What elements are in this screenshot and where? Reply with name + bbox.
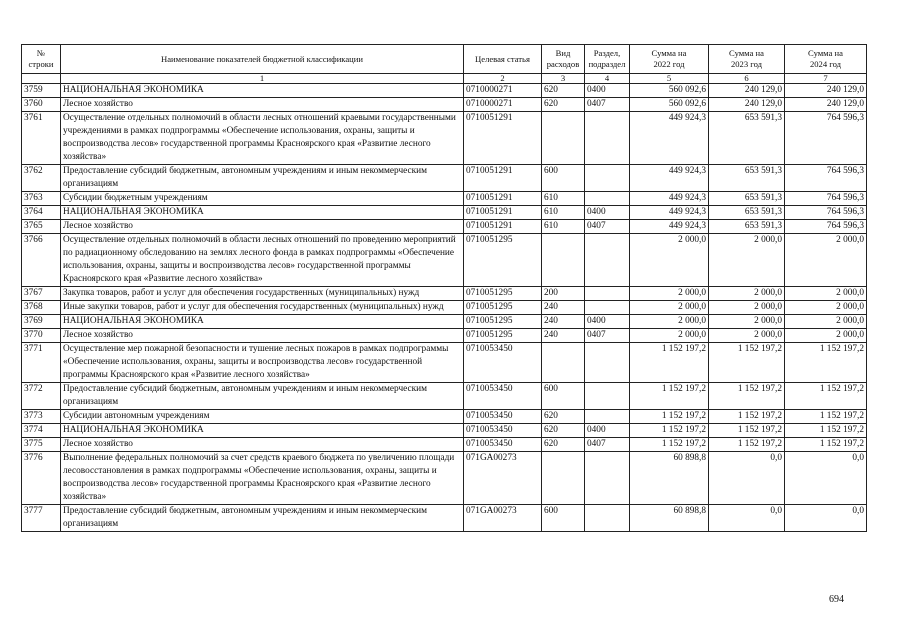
indicator-name-cell: Выполнение федеральных полномочий за счет средств краевого бюджета по увеличению площади лесовосстановления в рамках подпрограммы «Обеспечение использования, охраны, защиты и воспроизводства лесов» государственной программы Красноярского края «Развитие лесного хозяйства»	[61, 452, 464, 505]
table-row	[22, 301, 867, 315]
sum-2023-cell: 2 000,0	[709, 301, 785, 315]
sum-2024-cell: 764 596,3	[785, 220, 867, 234]
target-article-cell: 0710051291	[464, 192, 542, 206]
indicator-name-cell: НАЦИОНАЛЬНАЯ ЭКОНОМИКА	[61, 424, 464, 438]
sum-2023-cell: 653 591,3	[709, 192, 785, 206]
row-number-cell: 3772	[22, 383, 61, 410]
sum-2024-cell: 1 152 197,2	[785, 424, 867, 438]
header-row-number: № строки	[22, 45, 61, 74]
section-cell	[585, 165, 630, 192]
target-article-cell: 0710051295	[464, 329, 542, 343]
table-row	[22, 424, 867, 438]
column-number-row	[22, 74, 867, 84]
sum-2024-cell: 1 152 197,2	[785, 438, 867, 452]
table-row	[22, 452, 867, 505]
column-number: 3	[542, 74, 585, 84]
table-row	[22, 343, 867, 383]
target-article-cell: 0710051291	[464, 165, 542, 192]
expense-type-cell: 600	[542, 165, 585, 192]
header-target-article: Целевая статья	[464, 45, 542, 74]
indicator-name-cell: Осуществление мер пожарной безопасности и тушение лесных пожаров в рамках подпрограммы «Обеспечение использования, охраны, защиты и воспроизводства лесов» государственной программы Красноярского края «Развитие лесного хозяйства»	[61, 343, 464, 383]
expense-type-cell: 200	[542, 287, 585, 301]
table-row	[22, 438, 867, 452]
section-cell	[585, 301, 630, 315]
column-number: 7	[785, 74, 867, 84]
expense-type-cell: 620	[542, 98, 585, 112]
table-row	[22, 192, 867, 206]
expense-type-cell	[542, 343, 585, 383]
table-row	[22, 329, 867, 343]
sum-2023-cell: 240 129,0	[709, 84, 785, 98]
row-number-cell: 3768	[22, 301, 61, 315]
section-cell: 0400	[585, 84, 630, 98]
sum-2022-cell: 2 000,0	[630, 329, 709, 343]
sum-2024-cell: 2 000,0	[785, 329, 867, 343]
table-row	[22, 383, 867, 410]
target-article-cell: 071GA00273	[464, 452, 542, 505]
expense-type-cell: 620	[542, 410, 585, 424]
sum-2022-cell: 449 924,3	[630, 165, 709, 192]
sum-2022-cell: 1 152 197,2	[630, 424, 709, 438]
row-number-cell: 3764	[22, 206, 61, 220]
sum-2023-cell: 1 152 197,2	[709, 438, 785, 452]
row-number-cell: 3773	[22, 410, 61, 424]
section-cell	[585, 505, 630, 532]
section-cell: 0407	[585, 438, 630, 452]
indicator-name-cell: Предоставление субсидий бюджетным, автономным учреждениям и иным некоммерческим организациям	[61, 383, 464, 410]
sum-2023-cell: 0,0	[709, 505, 785, 532]
row-number-cell: 3769	[22, 315, 61, 329]
sum-2024-cell: 2 000,0	[785, 315, 867, 329]
table-row	[22, 234, 867, 287]
row-number-cell: 3759	[22, 84, 61, 98]
indicator-name-cell: НАЦИОНАЛЬНАЯ ЭКОНОМИКА	[61, 315, 464, 329]
row-number-cell: 3767	[22, 287, 61, 301]
expense-type-cell: 620	[542, 424, 585, 438]
sum-2023-cell: 653 591,3	[709, 206, 785, 220]
expense-type-cell: 240	[542, 329, 585, 343]
budget-sheet	[21, 44, 867, 532]
row-number-cell: 3771	[22, 343, 61, 383]
table-row	[22, 98, 867, 112]
header-expense-type: Вид расходов	[542, 45, 585, 74]
indicator-name-cell: Лесное хозяйство	[61, 438, 464, 452]
sum-2024-cell: 0,0	[785, 505, 867, 532]
sum-2022-cell: 449 924,3	[630, 220, 709, 234]
column-number: 2	[464, 74, 542, 84]
target-article-cell: 0710053450	[464, 424, 542, 438]
sum-2023-cell: 2 000,0	[709, 329, 785, 343]
row-number-cell: 3763	[22, 192, 61, 206]
row-number-cell: 3761	[22, 112, 61, 165]
table-row	[22, 505, 867, 532]
sum-2023-cell: 0,0	[709, 452, 785, 505]
target-article-cell: 0710053450	[464, 410, 542, 424]
sum-2022-cell: 2 000,0	[630, 287, 709, 301]
expense-type-cell: 240	[542, 301, 585, 315]
indicator-name-cell: Лесное хозяйство	[61, 220, 464, 234]
indicator-name-cell: НАЦИОНАЛЬНАЯ ЭКОНОМИКА	[61, 84, 464, 98]
target-article-cell: 0710051291	[464, 206, 542, 220]
indicator-name-cell: Закупка товаров, работ и услуг для обеспечения государственных (муниципальных) нужд	[61, 287, 464, 301]
target-article-cell: 0710051291	[464, 112, 542, 165]
expense-type-cell: 620	[542, 438, 585, 452]
sum-2024-cell: 1 152 197,2	[785, 383, 867, 410]
sum-2024-cell: 240 129,0	[785, 98, 867, 112]
expense-type-cell: 620	[542, 84, 585, 98]
sum-2022-cell: 2 000,0	[630, 234, 709, 287]
sum-2022-cell: 2 000,0	[630, 301, 709, 315]
budget-table	[21, 44, 867, 532]
sum-2022-cell: 449 924,3	[630, 192, 709, 206]
section-cell	[585, 234, 630, 287]
page-number: 694	[829, 594, 844, 605]
sum-2022-cell: 560 092,6	[630, 84, 709, 98]
column-number: 4	[585, 74, 630, 84]
indicator-name-cell: Субсидии автономным учреждениям	[61, 410, 464, 424]
sum-2022-cell: 1 152 197,2	[630, 410, 709, 424]
header-sum-2023: Сумма на 2023 год	[709, 45, 785, 74]
sum-2023-cell: 1 152 197,2	[709, 410, 785, 424]
target-article-cell: 0710053450	[464, 343, 542, 383]
sum-2023-cell: 1 152 197,2	[709, 343, 785, 383]
expense-type-cell	[542, 452, 585, 505]
sum-2022-cell: 60 898,8	[630, 452, 709, 505]
table-row	[22, 287, 867, 301]
sum-2023-cell: 240 129,0	[709, 98, 785, 112]
row-number-cell: 3770	[22, 329, 61, 343]
section-cell	[585, 452, 630, 505]
table-row	[22, 220, 867, 234]
section-cell: 0407	[585, 329, 630, 343]
indicator-name-cell: Осуществление отдельных полномочий в области лесных отношений по проведению мероприятий по радиационному обследованию на землях лесного фонда в рамках подпрограммы «Обеспечение использования, охраны, защиты и воспроизводства лесов» государственной программы Красноярского края «Развитие лесного хозяйства»	[61, 234, 464, 287]
sum-2023-cell: 2 000,0	[709, 287, 785, 301]
row-number-cell: 3765	[22, 220, 61, 234]
sum-2024-cell: 0,0	[785, 452, 867, 505]
indicator-name-cell: Осуществление отдельных полномочий в области лесных отношений краевыми государственными учреждениями в рамках подпрограммы «Обеспечение использования, охраны, защиты и воспроизводства лесов» государственной программы Красноярского края «Развитие лесного хозяйства»	[61, 112, 464, 165]
header-sum-2022: Сумма на 2022 год	[630, 45, 709, 74]
column-number	[22, 74, 61, 84]
sum-2022-cell: 1 152 197,2	[630, 383, 709, 410]
sum-2023-cell: 2 000,0	[709, 234, 785, 287]
sum-2023-cell: 653 591,3	[709, 165, 785, 192]
section-cell: 0400	[585, 424, 630, 438]
sum-2022-cell: 449 924,3	[630, 206, 709, 220]
indicator-name-cell: Лесное хозяйство	[61, 329, 464, 343]
expense-type-cell: 240	[542, 315, 585, 329]
header-row	[22, 45, 867, 74]
table-row	[22, 315, 867, 329]
target-article-cell: 0710051295	[464, 315, 542, 329]
section-cell: 0400	[585, 315, 630, 329]
sum-2024-cell: 764 596,3	[785, 206, 867, 220]
section-cell: 0400	[585, 206, 630, 220]
row-number-cell: 3766	[22, 234, 61, 287]
target-article-cell: 0710051295	[464, 301, 542, 315]
sum-2024-cell: 240 129,0	[785, 84, 867, 98]
table-row	[22, 112, 867, 165]
section-cell	[585, 410, 630, 424]
sum-2023-cell: 2 000,0	[709, 315, 785, 329]
sum-2022-cell: 2 000,0	[630, 315, 709, 329]
indicator-name-cell: Лесное хозяйство	[61, 98, 464, 112]
indicator-name-cell: Иные закупки товаров, работ и услуг для обеспечения государственных (муниципальных) нужд	[61, 301, 464, 315]
expense-type-cell	[542, 234, 585, 287]
sum-2024-cell: 2 000,0	[785, 301, 867, 315]
indicator-name-cell: Предоставление субсидий бюджетным, автономным учреждениям и иным некоммерческим организациям	[61, 165, 464, 192]
sum-2023-cell: 1 152 197,2	[709, 424, 785, 438]
column-number: 1	[61, 74, 464, 84]
sum-2022-cell: 449 924,3	[630, 112, 709, 165]
sum-2024-cell: 1 152 197,2	[785, 343, 867, 383]
target-article-cell: 0710051291	[464, 220, 542, 234]
expense-type-cell: 600	[542, 383, 585, 410]
sum-2022-cell: 560 092,6	[630, 98, 709, 112]
expense-type-cell: 610	[542, 220, 585, 234]
indicator-name-cell: Предоставление субсидий бюджетным, автономным учреждениям и иным некоммерческим организациям	[61, 505, 464, 532]
section-cell: 0407	[585, 220, 630, 234]
target-article-cell: 0710000271	[464, 84, 542, 98]
indicator-name-cell: Субсидии бюджетным учреждениям	[61, 192, 464, 206]
section-cell	[585, 112, 630, 165]
header-sum-2024: Сумма на 2024 год	[785, 45, 867, 74]
sum-2024-cell: 764 596,3	[785, 192, 867, 206]
row-number-cell: 3760	[22, 98, 61, 112]
sum-2022-cell: 60 898,8	[630, 505, 709, 532]
sum-2024-cell: 2 000,0	[785, 287, 867, 301]
column-number: 5	[630, 74, 709, 84]
target-article-cell: 0710053450	[464, 438, 542, 452]
row-number-cell: 3775	[22, 438, 61, 452]
row-number-cell: 3774	[22, 424, 61, 438]
section-cell	[585, 192, 630, 206]
sum-2022-cell: 1 152 197,2	[630, 438, 709, 452]
expense-type-cell	[542, 112, 585, 165]
row-number-cell: 3777	[22, 505, 61, 532]
sum-2023-cell: 1 152 197,2	[709, 383, 785, 410]
table-row	[22, 206, 867, 220]
target-article-cell: 0710051295	[464, 234, 542, 287]
header-section: Раздел, подраздел	[585, 45, 630, 74]
expense-type-cell: 610	[542, 192, 585, 206]
section-cell	[585, 383, 630, 410]
sum-2023-cell: 653 591,3	[709, 220, 785, 234]
expense-type-cell: 600	[542, 505, 585, 532]
target-article-cell: 071GA00273	[464, 505, 542, 532]
sum-2022-cell: 1 152 197,2	[630, 343, 709, 383]
sum-2024-cell: 1 152 197,2	[785, 410, 867, 424]
header-indicator-name: Наименование показателей бюджетной классификации	[61, 45, 464, 74]
indicator-name-cell: НАЦИОНАЛЬНАЯ ЭКОНОМИКА	[61, 206, 464, 220]
sum-2024-cell: 764 596,3	[785, 112, 867, 165]
column-number: 6	[709, 74, 785, 84]
expense-type-cell: 610	[542, 206, 585, 220]
row-number-cell: 3776	[22, 452, 61, 505]
table-row	[22, 410, 867, 424]
target-article-cell: 0710000271	[464, 98, 542, 112]
sum-2024-cell: 2 000,0	[785, 234, 867, 287]
sum-2023-cell: 653 591,3	[709, 112, 785, 165]
target-article-cell: 0710053450	[464, 383, 542, 410]
budget-table-body	[22, 84, 867, 532]
target-article-cell: 0710051295	[464, 287, 542, 301]
row-number-cell: 3762	[22, 165, 61, 192]
table-row	[22, 165, 867, 192]
table-row	[22, 84, 867, 98]
section-cell	[585, 287, 630, 301]
section-cell	[585, 343, 630, 383]
sum-2024-cell: 764 596,3	[785, 165, 867, 192]
section-cell: 0407	[585, 98, 630, 112]
